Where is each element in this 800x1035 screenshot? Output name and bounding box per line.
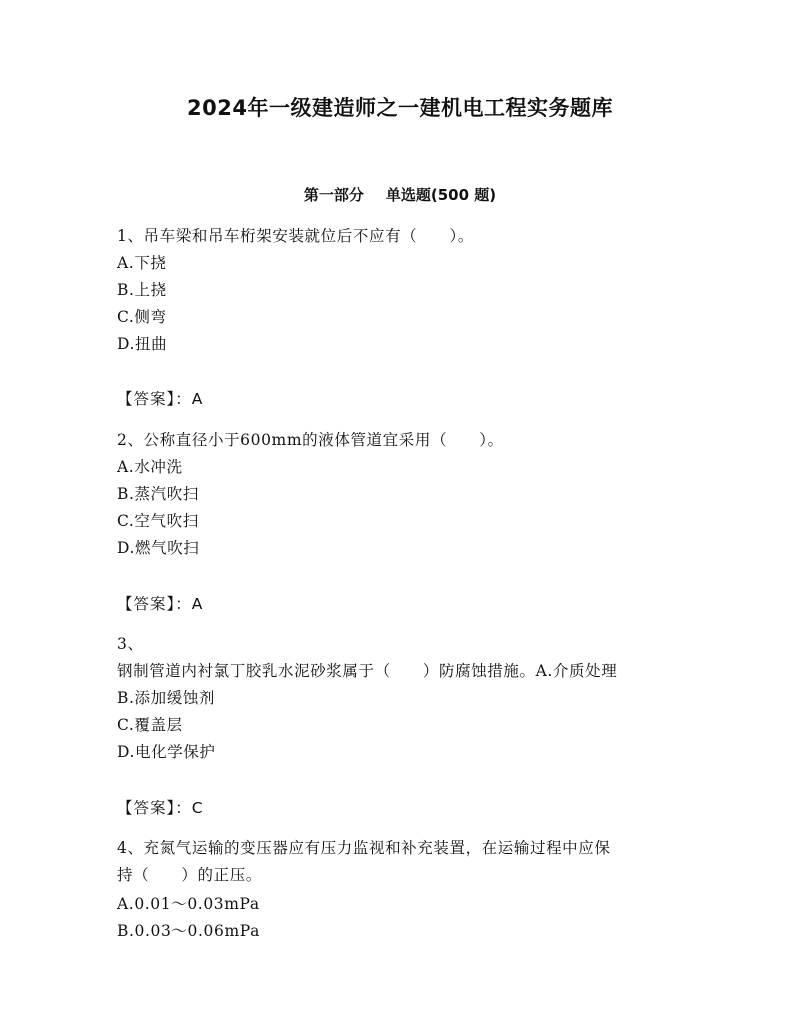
question-4-option-b: B.0.03～0.06mPa [117, 922, 260, 940]
question-2-stem: 2、公称直径小于600mm的液体管道宜采用（ ）。 [117, 431, 504, 449]
document-title: 2024年一级建造师之一建机电工程实务题库 [187, 96, 613, 120]
question-3-option-b: B.添加缓蚀剂 [117, 689, 216, 707]
question-1-option-c: C.侧弯 [117, 308, 167, 326]
section-label: 第一部分 [303, 186, 364, 204]
question-4-stem-line-2: 持（ ）的正压。 [117, 866, 262, 884]
question-3-option-d: D.电化学保护 [117, 743, 216, 761]
answer-value: A [191, 595, 204, 613]
question-2-answer [117, 594, 203, 614]
question-3-answer [117, 798, 204, 818]
question-1-option-a: A.下挠 [117, 254, 167, 272]
answer-label: 【答案】： [117, 595, 192, 613]
question-3-stem: 钢制管道内衬氯丁胶乳水泥砂浆属于（ ）防腐蚀措施。A.介质处理 [117, 662, 618, 680]
question-2-option-b: B.蒸汽吹扫 [117, 485, 199, 503]
question-3-option-c: C.覆盖层 [117, 716, 183, 734]
section-heading [0, 184, 800, 205]
question-1-answer [117, 389, 203, 409]
question-4-option-a: A.0.01～0.03mPa [117, 895, 260, 913]
answer-value: C [191, 799, 204, 817]
question-1-option-d: D.扭曲 [117, 335, 168, 353]
question-2-option-d: D.燃气吹扫 [117, 539, 200, 557]
question-4-stem-line-1: 4、充氮气运输的变压器应有压力监视和补充装置，在运输过程中应保 [117, 839, 611, 857]
question-1-stem: 1、吊车梁和吊车桁架安装就位后不应有（ ）。 [117, 227, 474, 245]
section-name: 单选题(500 题) [385, 186, 497, 204]
question-1-option-b: B.上挠 [117, 281, 167, 299]
answer-label: 【答案】： [117, 799, 192, 817]
answer-label: 【答案】： [117, 390, 192, 408]
question-2-option-c: C.空气吹扫 [117, 512, 199, 530]
answer-value: A [191, 390, 204, 408]
question-2-option-a: A.水冲洗 [117, 458, 183, 476]
question-3-number: 3、 [117, 635, 144, 653]
